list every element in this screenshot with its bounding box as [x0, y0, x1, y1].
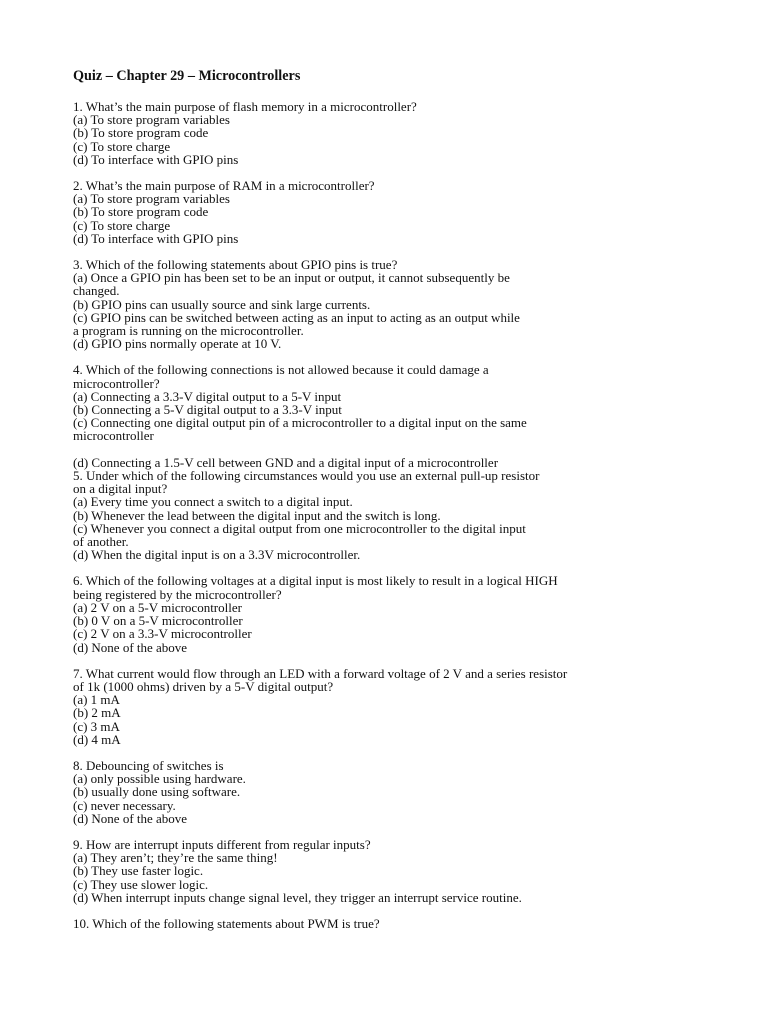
answer-option: (c) To store charge [73, 217, 171, 233]
answer-option: (c) 2 V on a 3.3-V microcontroller [73, 626, 252, 642]
answer-option: microcontroller? [73, 375, 160, 391]
answer-option: (d) GPIO pins normally operate at 10 V. [73, 336, 282, 352]
answer-option: (a) Connecting a 3.3-V digital output to a 5-V input [73, 388, 342, 404]
question-text: 3. Which of the following statements about GPIO pins is true? [73, 257, 398, 273]
answer-option: (c) GPIO pins can be switched between acting as an input to acting as an output while [73, 309, 520, 325]
answer-option: (b) GPIO pins can usually source and sink large currents. [73, 296, 371, 312]
question-2 [73, 179, 693, 245]
answer-option: (d) When interrupt inputs change signal level, they trigger an interrupt service routine. [73, 889, 522, 905]
answer-option: (b) usually done using software. [73, 784, 241, 800]
answer-option: of another. [73, 534, 129, 550]
answer-option: (d) 4 mA [73, 731, 121, 747]
answer-option: (d) Connecting a 1.5-V cell between GND and a digital input of a microcontroller [73, 454, 499, 470]
question-1 [73, 100, 693, 166]
question-text: 8. Debouncing of switches is [73, 757, 224, 773]
blank-line [73, 443, 693, 456]
answer-option: (d) To interface with GPIO pins [73, 151, 239, 167]
question-3 [73, 258, 693, 350]
answer-option: of 1k (1000 ohms) driven by a 5-V digital output? [73, 678, 334, 694]
answer-option: (c) Whenever you connect a digital output from one microcontroller to the digital input [73, 520, 526, 536]
answer-option: (d) To interface with GPIO pins [73, 230, 239, 246]
answer-option: (b) Whenever the lead between the digital input and the switch is long. [73, 507, 441, 523]
answer-option: (b) They use faster logic. [73, 863, 204, 879]
question-5 [73, 469, 693, 561]
answer-option: changed. [73, 283, 120, 299]
question-text: 2. What’s the main purpose of RAM in a microcontroller? [73, 178, 375, 194]
answer-option: (c) To store charge [73, 138, 171, 154]
question-text: 7. What current would flow through an LED with a forward voltage of 2 V and a series resistor [73, 665, 568, 681]
answer-option: (c) They use slower logic. [73, 876, 209, 892]
answer-option: (a) To store program variables [73, 191, 230, 207]
question-list [73, 100, 693, 930]
answer-option: (d) None of the above [73, 639, 188, 655]
answer-option: (d) None of the above [73, 810, 188, 826]
answer-option: (b) To store program code [73, 125, 209, 141]
answer-option: (a) Every time you connect a switch to a digital input. [73, 494, 353, 510]
answer-option: a program is running on the microcontroller. [73, 323, 304, 339]
answer-option: (a) Once a GPIO pin has been set to be an input or output, it cannot subsequently be [73, 270, 510, 286]
quiz-content [73, 66, 693, 930]
answer-option: (b) To store program code [73, 204, 209, 220]
answer-option: (b) 0 V on a 5-V microcontroller [73, 613, 243, 629]
answer-option: (c) never necessary. [73, 797, 176, 813]
question-text: 1. What’s the main purpose of flash memory in a microcontroller? [73, 99, 417, 114]
question-text: 5. Under which of the following circumstances would you use an external pull-up resistor [73, 468, 540, 484]
answer-option: (a) 1 mA [73, 692, 120, 708]
question-text: 4. Which of the following connections is not allowed because it could damage a [73, 362, 489, 378]
question-9 [73, 838, 693, 904]
answer-option: (a) 2 V on a 5-V microcontroller [73, 599, 242, 615]
question-10 [73, 917, 693, 930]
question-text: 10. Which of the following statements about PWM is true? [73, 915, 380, 931]
question-7 [73, 667, 693, 746]
question-6 [73, 574, 693, 653]
answer-option: (c) Connecting one digital output pin of a microcontroller to a digital input on the same [73, 415, 527, 431]
answer-option: on a digital input? [73, 481, 168, 497]
answer-option: (a) only possible using hardware. [73, 771, 246, 787]
answer-option: (b) Connecting a 5-V digital output to a 3.3-V input [73, 402, 342, 418]
question-4 [73, 363, 693, 469]
question-text: 6. Which of the following voltages at a digital input is most likely to result in a logical HIGH [73, 573, 558, 589]
question-text: 9. How are interrupt inputs different from regular inputs? [73, 836, 371, 852]
answer-option: (a) To store program variables [73, 112, 230, 128]
answer-option: (d) When the digital input is on a 3.3V microcontroller. [73, 547, 361, 563]
question-8 [73, 759, 693, 825]
answer-option: microcontroller [73, 428, 154, 444]
answer-option: (a) They aren’t; they’re the same thing! [73, 850, 278, 866]
answer-option: being registered by the microcontroller? [73, 586, 282, 602]
answer-option: (b) 2 mA [73, 705, 121, 721]
answer-option: (c) 3 mA [73, 718, 120, 734]
quiz-title: Quiz – Chapter 29 – Microcontrollers [73, 68, 301, 84]
